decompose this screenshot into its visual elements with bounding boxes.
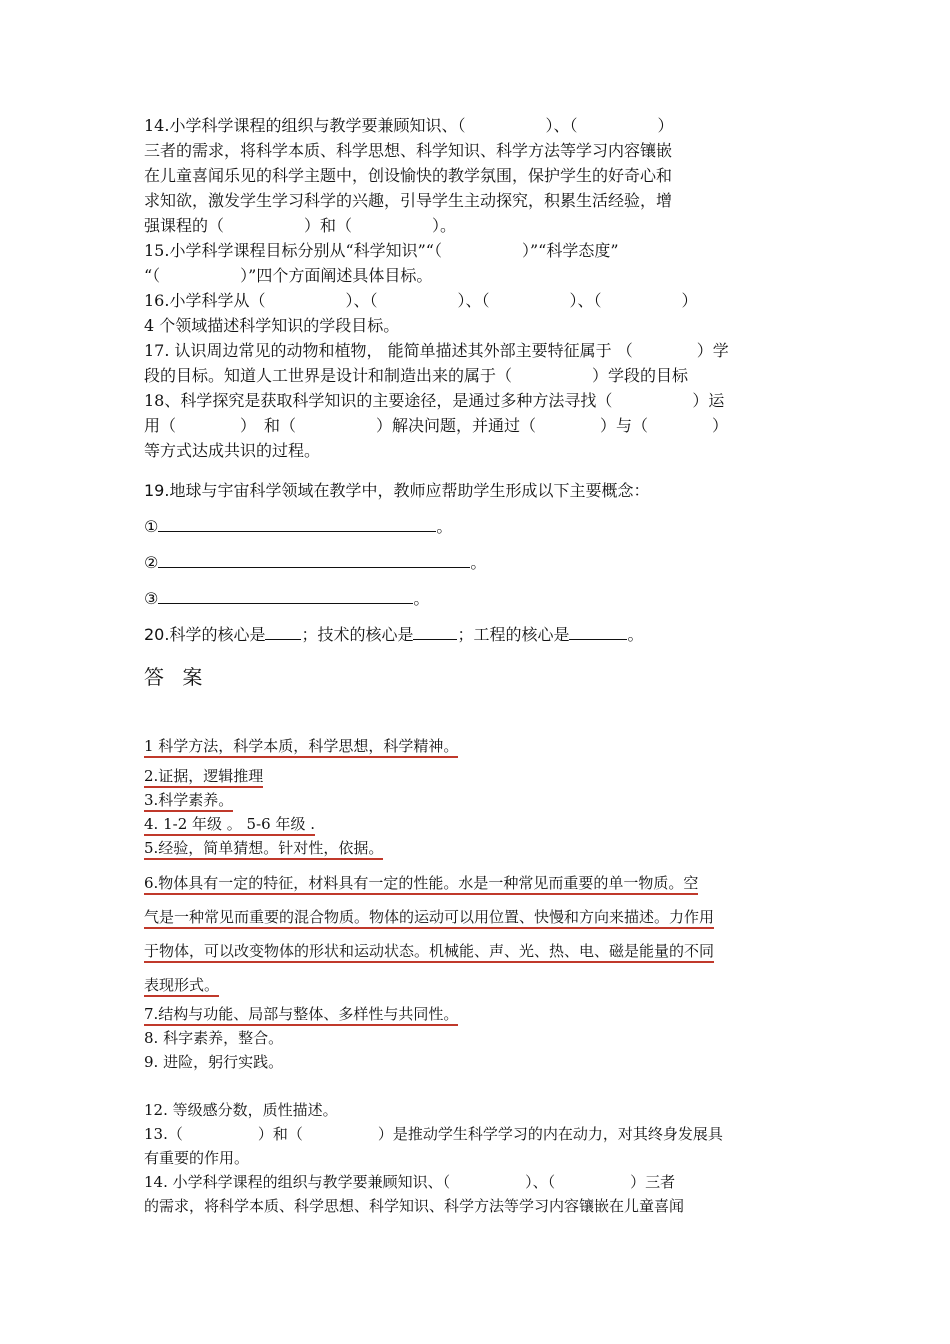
answer-14-line-2: 的需求，将科学本质、科学思想、科学知识、科学方法等学习内容镶嵌在儿童喜闻 (144, 1197, 685, 1215)
q18-line-2: 用（ ） 和（ ）解决问题，并通过（ ）与（ ） (144, 416, 729, 435)
answer-4-text: 4. 1-2 年级 。 5-6 年级 . (144, 815, 315, 836)
answer-6-line-3 (144, 934, 809, 968)
answer-7-text: 7.结构与功能、局部与整体、多样性与共同性。 (144, 1005, 458, 1026)
answer-5-text: 5.经验，简单猜想。针对性，依据。 (144, 839, 383, 860)
q17-line-1: 17. 认识周边常见的动物和植物， 能简单描述其外部主要特征属于 （ ）学 (144, 341, 729, 360)
answer-9: 9. 进险，躬行实践。 (144, 1053, 284, 1071)
answer-6-line-2 (144, 900, 809, 934)
question-14 (144, 113, 809, 238)
answer-14-line-1: 14. 小学科学课程的组织与教学要兼顾知识、（ ）、（ ）三者 (144, 1173, 676, 1191)
answer-6-text-1: 6.物体具有一定的特征，材料具有一定的性能。水是一种常见而重要的单一物质。空 (144, 874, 698, 895)
answer-6-text-3: 于物体，可以改变物体的形状和运动状态。机械能、声、光、热、电、磁是能量的不同 (144, 942, 714, 963)
circled-1: ① (144, 517, 159, 536)
answer-2-text: 2.证据，逻辑推理 (144, 767, 263, 788)
q20-part-3: ；工程的核心是 (457, 625, 570, 644)
q19-blank-3[interactable] (158, 585, 413, 604)
q20-part-4: 。 (627, 625, 644, 644)
question-20 (144, 617, 809, 653)
circled-2: ② (144, 553, 159, 572)
question-15 (144, 238, 809, 288)
q20-blank-2[interactable] (413, 621, 457, 640)
question-16 (144, 288, 809, 338)
question-18 (144, 388, 809, 463)
answer-5 (144, 836, 809, 860)
answers-heading: 答 案 (144, 665, 209, 689)
question-17 (144, 338, 809, 388)
q19-end-1: 。 (436, 517, 453, 536)
answer-6-line-4 (144, 968, 809, 1002)
answer-3 (144, 788, 809, 812)
q14-line-1: 14.小学科学课程的组织与教学要兼顾知识、（ ）、（ ） (144, 116, 674, 135)
q14-line-2: 三者的需求，将科学本质、科学思想、科学知识、科学方法等学习内容镶嵌 (144, 141, 673, 160)
document-page (144, 113, 809, 1218)
answer-3-text: 3.科学素养。 (144, 791, 233, 812)
question-19 (144, 473, 809, 653)
q20-blank-3[interactable] (569, 621, 627, 640)
q20-part-1: 20.科学的核心是 (144, 625, 266, 644)
q20-blank-1[interactable] (265, 621, 301, 640)
q16-line-1: 16.小学科学从（ ）、（ ）、（ ）、（ ） (144, 291, 698, 310)
q19-item-1 (144, 509, 809, 545)
answer-7 (144, 1002, 809, 1026)
q15-line-1: 15.小学科学课程目标分别从“科学知识”“（ ）”“科学态度” (144, 241, 619, 260)
q14-line-5: 强课程的（ ）和（ ）。 (144, 216, 457, 235)
q15-line-2: “（ ）”四个方面阐述具体目标。 (144, 266, 433, 285)
answer-13-line-2: 有重要的作用。 (144, 1149, 250, 1167)
q17-line-2: 段的目标。知道人工世界是设计和制造出来的属于（ ）学段的目标 (144, 366, 689, 385)
answer-12: 12. 等级感分数，质性描述。 (144, 1101, 338, 1119)
answer-6-text-2: 气是一种常见而重要的混合物质。物体的运动可以用位置、快慢和方向来描述。力作用 (144, 908, 714, 929)
q19-blank-1[interactable] (158, 513, 436, 532)
q18-line-3: 等方式达成共识的过程。 (144, 441, 321, 460)
answers-section (144, 734, 809, 1218)
q19-blank-2[interactable] (158, 549, 470, 568)
answer-6 (144, 866, 809, 1002)
answer-1 (144, 734, 809, 758)
q16-line-2: 4 个领域描述科学知识的学段目标。 (144, 316, 400, 335)
q19-text: 19.地球与宇宙科学领域在教学中，教师应帮助学生形成以下主要概念： (144, 481, 650, 500)
answer-4 (144, 812, 809, 836)
answer-6-line-1 (144, 866, 809, 900)
answer-13-line-1: 13.（ ）和（ ）是推动学生科学学习的内在动力，对其终身发展具 (144, 1125, 723, 1143)
answer-2 (144, 764, 809, 788)
q18-line-1: 18、科学探究是获取科学知识的主要途径，是通过多种方法寻找（ ）运 (144, 391, 725, 410)
circled-3: ③ (144, 589, 159, 608)
q19-end-3: 。 (413, 589, 430, 608)
answer-8: 8. 科字素养，整合。 (144, 1029, 284, 1047)
q19-item-3 (144, 581, 809, 617)
answer-1-text: 1 科学方法，科学本质，科学思想，科学精神。 (144, 737, 458, 758)
q19-item-2 (144, 545, 809, 581)
q14-line-4: 求知欲，激发学生学习科学的兴趣，引导学生主动探究，积累生活经验，增 (144, 191, 673, 210)
q19-end-2: 。 (470, 553, 487, 572)
q14-line-3: 在儿童喜闻乐见的科学主题中，创设愉快的教学氛围，保护学生的好奇心和 (144, 166, 673, 185)
answer-6-text-4: 表现形式。 (144, 976, 219, 997)
q20-part-2: ；技术的核心是 (301, 625, 414, 644)
